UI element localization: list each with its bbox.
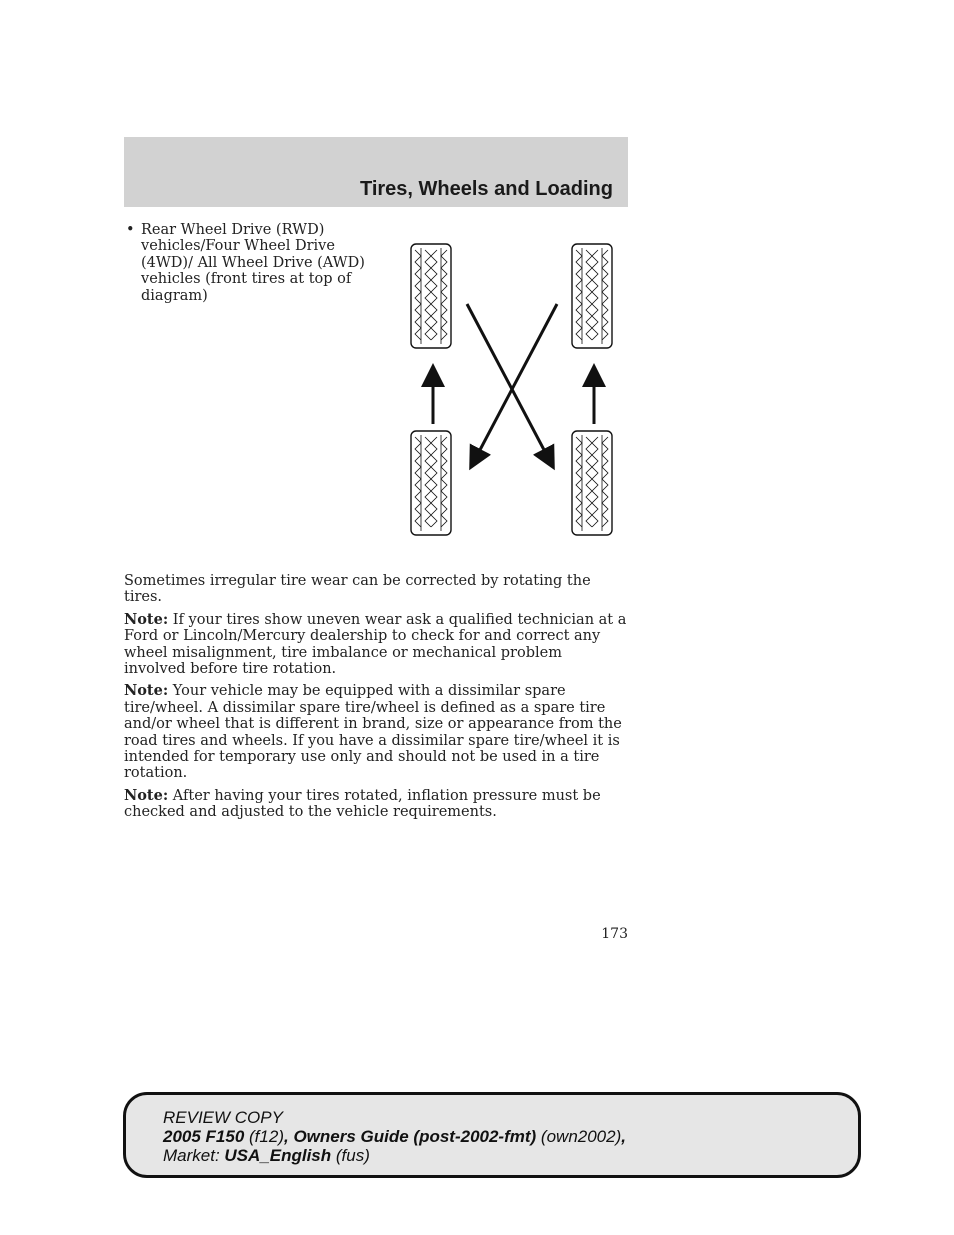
- footer-guide-code: (own2002): [536, 1127, 622, 1146]
- note-label: Note:: [124, 610, 169, 628]
- note-label: Note:: [124, 682, 169, 700]
- footer-separator: ,: [283, 1127, 294, 1146]
- footer-model: 2005 F150: [163, 1127, 245, 1146]
- bullet-text: Rear Wheel Drive (RWD) vehicles/Four Wheel Drive (4WD)/ All Wheel Drive (AWD) vehicles (front tires at top of diagram): [141, 222, 365, 304]
- note-text: Your vehicle may be equipped with a dissimilar spare tire/wheel. A dissimilar spare tire/wheel is defined as a spare tire and/or wheel that is different in brand, size or appearance from the road tires and wheels. If you have a dissimilar spare tire/wheel it is intended for temporary use only and should not be used in a tire rotation.: [124, 683, 622, 782]
- page-number: 173: [601, 926, 628, 942]
- section-header-band: [124, 137, 628, 207]
- section-title: Tires, Wheels and Loading: [359, 178, 613, 200]
- note-text: If your tires show uneven wear ask a qualified technician at a Ford or Lincoln/Mercury dealership to check for and correct any wheel misalignment, tire imbalance or mechanical problem involved before tire rotation.: [124, 611, 627, 678]
- tire-rear-left: [411, 431, 451, 535]
- intro-paragraph: Sometimes irregular tire wear can be corrected by rotating the tires.: [124, 573, 591, 606]
- footer-market-label: Market:: [163, 1146, 225, 1165]
- note-label: Note:: [124, 786, 169, 804]
- body-text: [124, 573, 628, 827]
- footer-guide: Owners Guide (post-2002-fmt): [293, 1127, 537, 1146]
- bullet-item: [124, 222, 374, 304]
- note-paragraph-1: [124, 612, 628, 678]
- note-paragraph-2: [124, 683, 628, 781]
- footer-market-line: [163, 1146, 626, 1165]
- review-copy-footer: [123, 1092, 861, 1178]
- arrow-front-right-to-rear-left: [472, 304, 557, 465]
- tire-rear-right: [572, 431, 612, 535]
- footer-market-code: (fus): [331, 1146, 370, 1165]
- footer-review-copy: REVIEW COPY: [163, 1108, 283, 1127]
- tire-rotation-diagram: [400, 235, 625, 545]
- note-paragraph-3: [124, 788, 628, 821]
- note-text: After having your tires rotated, inflation pressure must be checked and adjusted to the vehicle requirements.: [124, 787, 601, 821]
- arrow-front-left-to-rear-right: [467, 304, 552, 465]
- footer-separator: ,: [621, 1127, 626, 1146]
- footer-market: USA_English: [224, 1146, 332, 1165]
- tire-front-left: [411, 244, 451, 348]
- bullet-symbol: •: [126, 222, 135, 238]
- footer-model-line: [163, 1127, 626, 1146]
- footer-model-code: (f12): [244, 1127, 284, 1146]
- tire-front-right: [572, 244, 612, 348]
- footer-text: [163, 1108, 626, 1165]
